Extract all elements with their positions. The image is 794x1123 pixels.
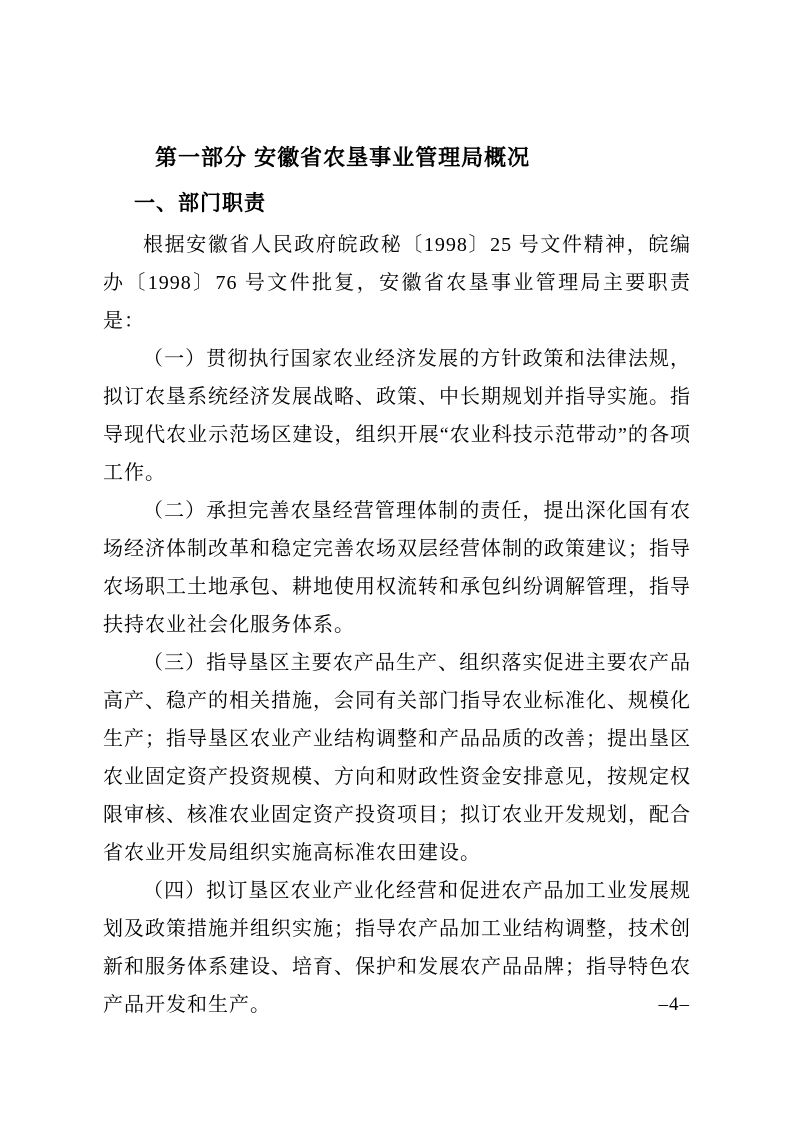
- document-content: [103, 144, 691, 1024]
- paragraph-duty-1: （一）贯彻执行国家农业经济发展的方针政策和法律法规，拟订农垦系统经济发展战略、政策、中长期规划并指导实施。指导现代农业示范场区建设，组织开展“农业科技示范带动”的各项工作。: [103, 348, 691, 484]
- paragraph-intro: 根据安徽省人民政府皖政秘〔1998〕25 号文件精神，皖编办〔1998〕76 号文件批复，安徽省农垦事业管理局主要职责是：: [103, 234, 691, 332]
- paragraph-duty-2: （二）承担完善农垦经营管理体制的责任，提出深化国有农场经济体制改革和稳定完善农场双层经营体制的政策建议；指导农场职工土地承包、耕地使用权流转和承包纠纷调解管理，指导扶持农业社会化服务体系。: [103, 500, 691, 636]
- paragraph-duty-3: （三）指导垦区主要农产品生产、组织落实促进主要农产品高产、稳产的相关措施，会同有关部门指导农业标准化、规模化生产；指导垦区农业产业结构调整和产品品质的改善；提出垦区农业固定资产投资规模、方向和财政性资金安排意见，按规定权限审核、核准农业固定资产投资项目；拟订农业开发规划，配合省农业开发局组织实施高标准农田建设。: [103, 652, 691, 864]
- page-number: –4–: [658, 994, 690, 1015]
- part-title: 第一部分 安徽省农垦事业管理局概况: [155, 145, 531, 170]
- paragraph-duty-4: （四）拟订垦区农业产业化经营和促进农产品加工业发展规划及政策措施并组织实施；指导农产品加工业结构调整，技术创新和服务体系建设、培育、保护和发展农产品品牌；指导特色农产品开发和生产。: [103, 880, 691, 1016]
- section-heading: 一、部门职责: [134, 192, 266, 215]
